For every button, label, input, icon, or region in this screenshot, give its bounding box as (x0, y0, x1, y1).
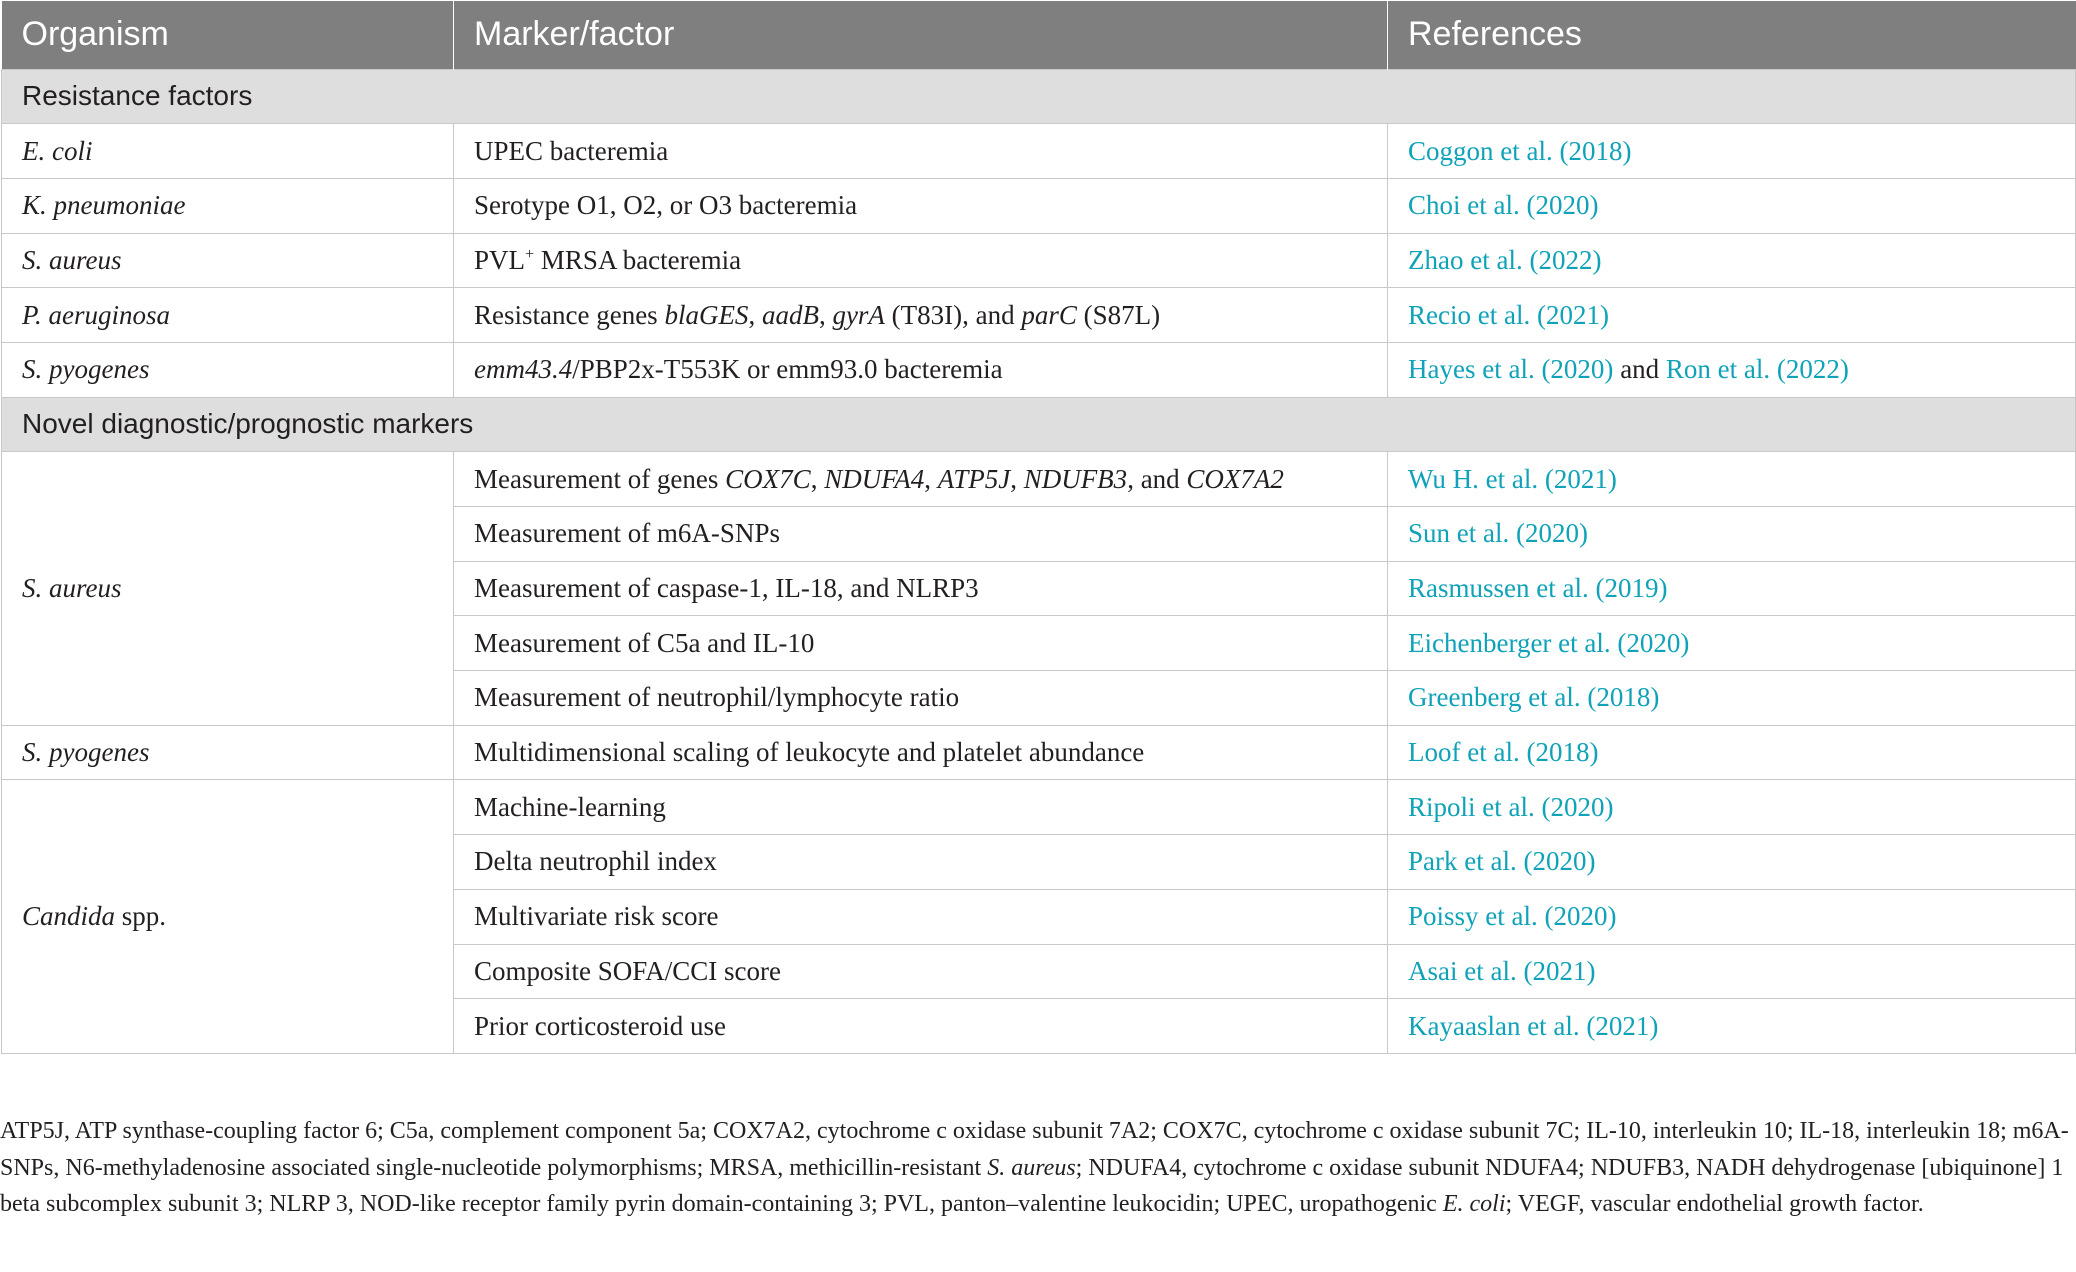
organism-genus: Candida (22, 901, 116, 932)
reference-link[interactable]: Hayes et al. (2020) (1408, 354, 1614, 385)
reference-link[interactable]: Poissy et al. (2020) (1408, 901, 1617, 932)
reference-cell (1388, 342, 2076, 397)
marker-superscript: + (525, 244, 535, 263)
table-row (2, 725, 2076, 780)
header-organism: Organism (2, 1, 454, 69)
reference-link[interactable]: Recio et al. (2021) (1408, 299, 1609, 330)
marker-cell (454, 288, 1388, 343)
reference-link[interactable]: Kayaaslan et al. (2021) (1408, 1010, 1659, 1041)
marker-cell: Delta neutrophil index (454, 835, 1388, 890)
reference-cell (1388, 889, 2076, 944)
marker-text: (S87L) (1076, 299, 1161, 330)
table-row (2, 124, 2076, 179)
reference-link[interactable]: Zhao et al. (2022) (1408, 244, 1602, 275)
gene-name: aadB (761, 299, 819, 330)
table-row (2, 780, 2076, 835)
separator: , (818, 299, 833, 330)
reference-cell (1388, 616, 2076, 671)
footnote-text: ; VEGF, vascular endothelial growth factor. (1505, 1191, 1924, 1217)
gene-name: blaGES (664, 299, 749, 330)
data-table (1, 1, 2076, 1054)
marker-cell: Serotype O1, O2, or O3 bacteremia (454, 178, 1388, 233)
footnote-italic: E. coli (1442, 1191, 1506, 1217)
organism-cell: S. aureus (2, 233, 454, 288)
marker-cell: Measurement of m6A-SNPs (454, 507, 1388, 562)
reference-link[interactable]: Ripoli et al. (2020) (1408, 791, 1614, 822)
footnote-italic: S. aureus (987, 1154, 1076, 1181)
table-footnote (0, 1113, 2076, 1223)
reference-link[interactable]: Park et al. (2020) (1408, 846, 1596, 877)
marker-text: /PBP2x-T553K or emm93.0 bacteremia (572, 354, 1003, 385)
gene-name: NDUFB3 (1023, 463, 1128, 494)
table-row (2, 233, 2076, 288)
gene-name: emm43.4 (474, 354, 573, 385)
reference-link[interactable]: Sun et al. (2020) (1408, 518, 1588, 549)
reference-cell (1388, 999, 2076, 1054)
marker-cell (454, 233, 1388, 288)
gene-name: ATP5J (937, 463, 1011, 494)
organism-cell: K. pneumoniae (2, 178, 454, 233)
reference-link[interactable]: Eichenberger et al. (2020) (1408, 627, 1690, 658)
marker-cell: Prior corticosteroid use (454, 999, 1388, 1054)
marker-text: Resistance genes (474, 299, 665, 330)
reference-link[interactable]: Loof et al. (2018) (1408, 737, 1599, 768)
header-row (2, 1, 2076, 69)
reference-link[interactable]: Greenberg et al. (2018) (1408, 682, 1660, 713)
organism-cell: S. aureus (2, 452, 454, 725)
table-row (2, 342, 2076, 397)
footnote-text: ; NDUFA4, cytochrome c oxidase subunit NDUFA4; NDUFB3, NADH dehydrogenase [ubiquinone] 1 beta subcomplex subunit 3; NLRP 3, NOD-like receptor family pyrin domain-containing 3; PVL, panton–valentine leukocidin; UPEC, uropathogenic (0, 1154, 2064, 1217)
organism-cell (2, 780, 454, 1053)
organism-cell: P. aeruginosa (2, 288, 454, 343)
marker-cell (454, 452, 1388, 507)
reference-cell (1388, 835, 2076, 890)
reference-cell (1388, 288, 2076, 343)
gene-name: NDUFA4 (824, 463, 925, 494)
organism-cell: S. pyogenes (2, 342, 454, 397)
section-row-resistance (2, 69, 2076, 124)
marker-cell: Multidimensional scaling of leukocyte and platelet abundance (454, 725, 1388, 780)
reference-link[interactable]: Asai et al. (2021) (1408, 955, 1596, 986)
reference-cell (1388, 944, 2076, 999)
separator: , (810, 463, 825, 494)
reference-cell (1388, 178, 2076, 233)
reference-cell (1388, 671, 2076, 726)
reference-conjunction: and (1613, 354, 1666, 385)
marker-text: Measurement of genes (474, 463, 726, 494)
reference-link[interactable]: Wu H. et al. (2021) (1408, 463, 1617, 494)
reference-cell (1388, 725, 2076, 780)
separator: , (748, 299, 762, 330)
gene-name: COX7C (725, 463, 811, 494)
footnote-text: ATP5J, ATP synthase-coupling factor 6; C5a, complement component 5a; COX7A2, cytochrome c oxidase subunit 7A2; COX7C, cytochrome c oxidase subunit 7C; IL-10, interleukin 10; IL-18, interleukin 18; m6A-SNPs, N6-methyladenosine associated single-nucleotide polymorphisms; MRSA, methicillin-resistant (0, 1118, 2069, 1181)
table-row (2, 288, 2076, 343)
section-row-novel (2, 397, 2076, 452)
header-marker: Marker/factor (454, 1, 1388, 69)
table-row (2, 178, 2076, 233)
gene-name: COX7A2 (1186, 463, 1284, 494)
marker-cell (454, 342, 1388, 397)
section-title: Novel diagnostic/prognostic markers (2, 397, 2076, 452)
reference-link[interactable]: Coggon et al. (2018) (1408, 135, 1632, 166)
marker-cell: Composite SOFA/CCI score (454, 944, 1388, 999)
table-row (2, 452, 2076, 507)
marker-text: PVL (474, 244, 526, 275)
organism-suffix: spp. (115, 901, 167, 932)
reference-link[interactable]: Choi et al. (2020) (1408, 190, 1599, 221)
reference-cell (1388, 507, 2076, 562)
organism-cell: E. coli (2, 124, 454, 179)
marker-cell: Measurement of C5a and IL-10 (454, 616, 1388, 671)
separator: , and (1127, 463, 1187, 494)
reference-link[interactable]: Rasmussen et al. (2019) (1408, 573, 1668, 604)
marker-cell: Multivariate risk score (454, 889, 1388, 944)
separator: , (924, 463, 938, 494)
section-title: Resistance factors (2, 69, 2076, 124)
marker-text: MRSA bacteremia (534, 244, 742, 275)
reference-cell (1388, 124, 2076, 179)
gene-name: gyrA (832, 299, 885, 330)
header-references: References (1388, 1, 2076, 69)
marker-text: (T83I), and (884, 299, 1022, 330)
marker-cell: Measurement of neutrophil/lymphocyte ratio (454, 671, 1388, 726)
separator: , (1010, 463, 1024, 494)
reference-cell (1388, 780, 2076, 835)
organism-cell: S. pyogenes (2, 725, 454, 780)
gene-name: parC (1021, 299, 1077, 330)
reference-cell (1388, 452, 2076, 507)
reference-link[interactable]: Ron et al. (2022) (1665, 354, 1849, 385)
reference-cell (1388, 233, 2076, 288)
marker-cell: UPEC bacteremia (454, 124, 1388, 179)
marker-cell: Measurement of caspase-1, IL-18, and NLRP3 (454, 561, 1388, 616)
reference-cell (1388, 561, 2076, 616)
marker-cell: Machine-learning (454, 780, 1388, 835)
